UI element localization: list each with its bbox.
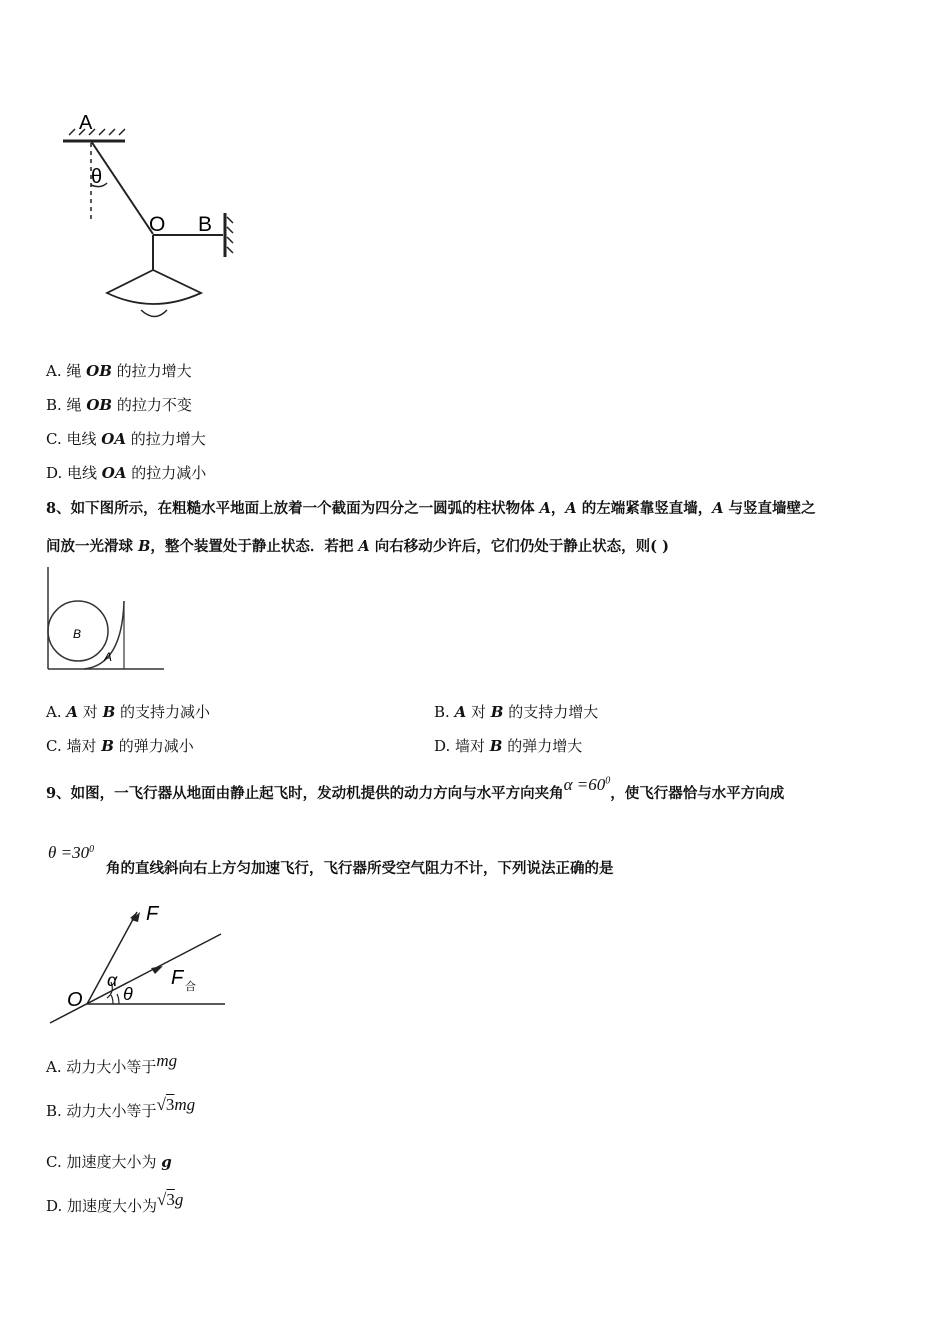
option-text: D. 电线 <box>46 464 102 482</box>
q8-option-c[interactable] <box>46 735 194 756</box>
math-text: α =60 <box>563 775 606 794</box>
stem-var: A <box>358 538 370 555</box>
option-text: 的支持力减小 <box>115 703 211 721</box>
math-text: mg <box>174 1095 196 1114</box>
stem-text: 的左端紧靠竖直墙， <box>576 500 713 517</box>
fig3-label-he: 合 <box>185 981 196 993</box>
stem-text: 向右移动少许后，它们仍处于静止状态，则( ) <box>369 538 669 555</box>
q9-stem-line2: 角的直线斜向右上方匀加速飞行，飞行器所受空气阻力不计，下列说法正确的是 <box>106 860 614 877</box>
q8-stem-line1 <box>46 497 816 518</box>
option-text: 的支持力增大 <box>503 703 599 721</box>
fig1-label-O: O <box>149 213 166 236</box>
q9-option-c[interactable] <box>46 1151 172 1172</box>
option-text: 的拉力增大 <box>111 362 192 380</box>
option-text: C. 加速度大小为 <box>46 1153 162 1171</box>
fig3-label-O: O <box>67 989 83 1011</box>
stem-text: 8、如下图所示，在粗糙水平地面上放着一个截面为四分之一圆弧的柱状物体 <box>46 500 540 517</box>
stem-text: ，整个装置处于静止状态．若把 <box>150 538 359 555</box>
sqrt-radicand: 3 <box>165 1095 175 1114</box>
q9-option-b[interactable] <box>46 1095 196 1121</box>
q8-option-d[interactable] <box>434 735 582 756</box>
option-var: B <box>102 703 116 721</box>
option-text: 对 <box>78 703 103 721</box>
stem-text: 9、如图，一飞行器从地面由静止起飞时，发动机提供的动力方向与水平方向夹角 <box>46 785 564 802</box>
fig1-label-A: A <box>79 112 93 134</box>
fig3-label-theta: θ <box>123 984 133 1004</box>
stem-var: A <box>712 500 724 517</box>
option-text: B. <box>434 703 455 721</box>
q9-option-a[interactable] <box>46 1051 178 1077</box>
stem-text: 与竖直墙壁之 <box>723 500 816 517</box>
option-text: 对 <box>466 703 491 721</box>
option-text: 的拉力减小 <box>126 464 207 482</box>
option-var: OA <box>101 464 127 482</box>
fig2-label-A: A <box>104 650 113 664</box>
math-sup: 0 <box>605 775 611 787</box>
q7-option-c[interactable] <box>46 428 206 449</box>
option-text: 的弹力减小 <box>113 737 194 755</box>
option-math: mg <box>156 1051 178 1070</box>
option-text: B. 动力大小等于 <box>46 1102 157 1120</box>
q9-stem-line1 <box>46 775 785 803</box>
q8-stem-line2 <box>46 535 669 556</box>
figure-rope-lamp <box>55 105 255 330</box>
fig3-label-F: F <box>146 903 159 925</box>
stem-text: ，使飞行器恰与水平方向成 <box>610 785 785 802</box>
sqrt-icon: √ <box>156 1095 166 1114</box>
option-math <box>157 1095 196 1114</box>
option-text: 的弹力增大 <box>502 737 583 755</box>
q7-option-b[interactable] <box>46 394 192 415</box>
option-text: 的拉力增大 <box>125 430 206 448</box>
option-text: A. 动力大小等于 <box>46 1058 157 1076</box>
fig2-label-B: B <box>73 627 82 641</box>
theta-equation <box>48 843 94 863</box>
q8-option-b[interactable] <box>434 701 598 722</box>
math-sup: 0 <box>89 844 95 855</box>
sqrt-radicand: 3 <box>166 1190 175 1209</box>
option-math <box>157 1190 183 1209</box>
math-text: g <box>174 1190 184 1209</box>
figure-ball-quarter-arc <box>44 565 169 675</box>
option-var: A <box>66 703 79 721</box>
option-var: OB <box>86 362 112 380</box>
option-text: 的拉力不变 <box>112 396 192 414</box>
fig3-label-Fhe: F <box>171 967 184 989</box>
fig1-label-B: B <box>198 213 213 236</box>
option-text: D. 墙对 <box>434 737 490 755</box>
sqrt-icon: √ <box>157 1190 167 1209</box>
fig3-label-alpha: α <box>107 970 118 990</box>
option-var: B <box>101 737 114 755</box>
alpha-equation <box>564 775 611 794</box>
option-text: B. 绳 <box>46 396 87 414</box>
q7-option-a[interactable] <box>46 360 192 381</box>
option-text: A. 绳 <box>46 362 87 380</box>
stem-var: B <box>138 538 151 555</box>
q9-option-d[interactable] <box>46 1190 184 1216</box>
fig1-label-theta: θ <box>91 166 103 188</box>
q8-option-a[interactable] <box>46 701 210 722</box>
stem-var: A <box>565 500 577 517</box>
option-text: A. <box>46 703 67 721</box>
q7-option-d[interactable] <box>46 462 206 483</box>
option-text: C. 电线 <box>46 430 102 448</box>
option-var: B <box>490 703 504 721</box>
option-math: g <box>161 1153 172 1171</box>
option-var: OB <box>86 396 113 414</box>
option-text: C. 墙对 <box>46 737 102 755</box>
math-text: θ =30 <box>48 843 90 862</box>
stem-text: 间放一光滑球 <box>46 538 139 555</box>
stem-text: ， <box>550 500 566 517</box>
option-var: A <box>454 703 467 721</box>
option-var: OA <box>101 430 126 448</box>
option-text: D. 加速度大小为 <box>46 1197 158 1215</box>
stem-var: A <box>539 500 551 517</box>
figure-force-diagram <box>45 898 235 1028</box>
option-var: B <box>489 737 503 755</box>
